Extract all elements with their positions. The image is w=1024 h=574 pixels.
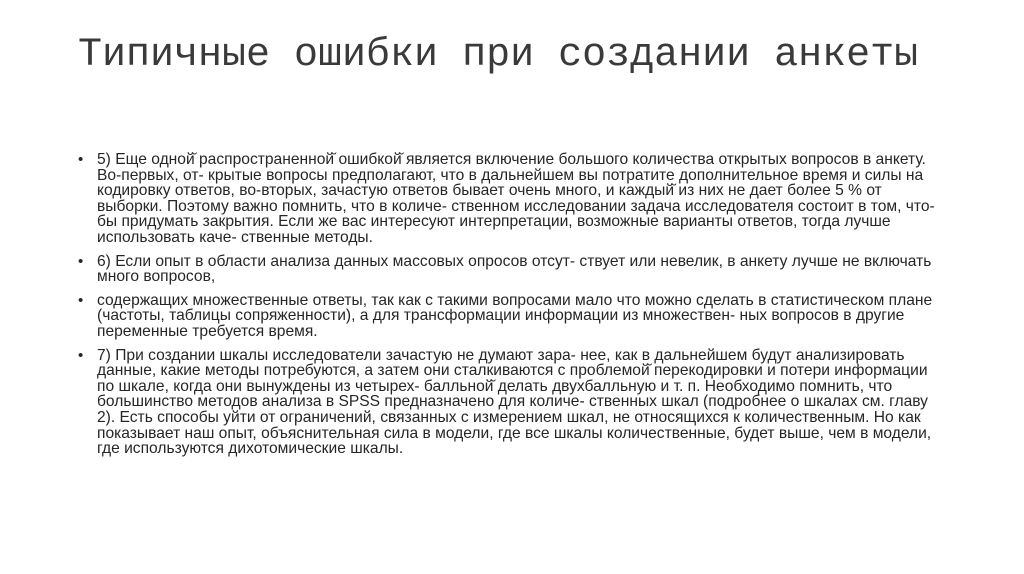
- bullet-text: 7) При создании шкалы исследователи зачастую не думают зара- нее, как в дальнейшем будут анализировать данные, какие методы потребуются, а затем они сталкиваются с проблемой̆ перекодировки и потери информации по шкале, когда они вынуждены из четырех- балльной̆ делать двухбалльную и т. п. Необходимо помнить, что большинство методов анализа в SPSS предназначено для количе- ственных шкал (подробнее о шкалах см. главу 2). Есть способы уйти от ограничений, связанных с измерением шкал, не относящихся к количественным. Но как показывает наш опыт, объяснительная сила в модели, где все шкалы количественные, будет выше, чем в модели, где используются дихотомические шкалы.: [97, 346, 932, 458]
- bullet-item-6-continued: [78, 293, 948, 340]
- bullet-dot: •: [78, 291, 84, 309]
- bullet-item-6: [78, 254, 948, 285]
- slide-title: Типичные ошибки при создании анкеты: [78, 33, 919, 78]
- bullet-item-7: [78, 348, 948, 457]
- bullet-dot: •: [78, 252, 84, 270]
- bullet-text: содержащих множественные ответы, так как с такими вопросами мало что можно сделать в статистическом плане (частоты, таблицы сопряженности), а для трансформации информации из множествен- ных вопросов в другие переменные требуется время.: [97, 291, 933, 340]
- bullet-list: [78, 152, 948, 465]
- bullet-dot: •: [78, 346, 84, 364]
- bullet-text: 5) Еще одной̆ распространенной̆ ошибкой̆ является включение большого количества открытых вопросов в анкету. Во-первых, от- крытые вопросы предполагают, что в дальнейшем вы потратите дополнительное время и силы на кодировку ответов, во-вторых, зачастую ответов бывает очень много, и каждый̆ из них не дает более 5 % от выборки. Поэтому важно помнить, что в количе- ственном исследовании задача исследователя состоит в том, что- бы придумать закрытия. Если же вас интересуют интерпретации, возможные варианты ответов, тогда лучше использовать каче- ственные методы.: [97, 151, 935, 246]
- bullet-dot: •: [78, 151, 84, 168]
- bullet-text: 6) Если опыт в области анализа данных массовых опросов отсут- ствует или невелик, в анкету лучше не включать много вопросов,: [97, 252, 932, 286]
- bullet-item-5: [78, 152, 948, 246]
